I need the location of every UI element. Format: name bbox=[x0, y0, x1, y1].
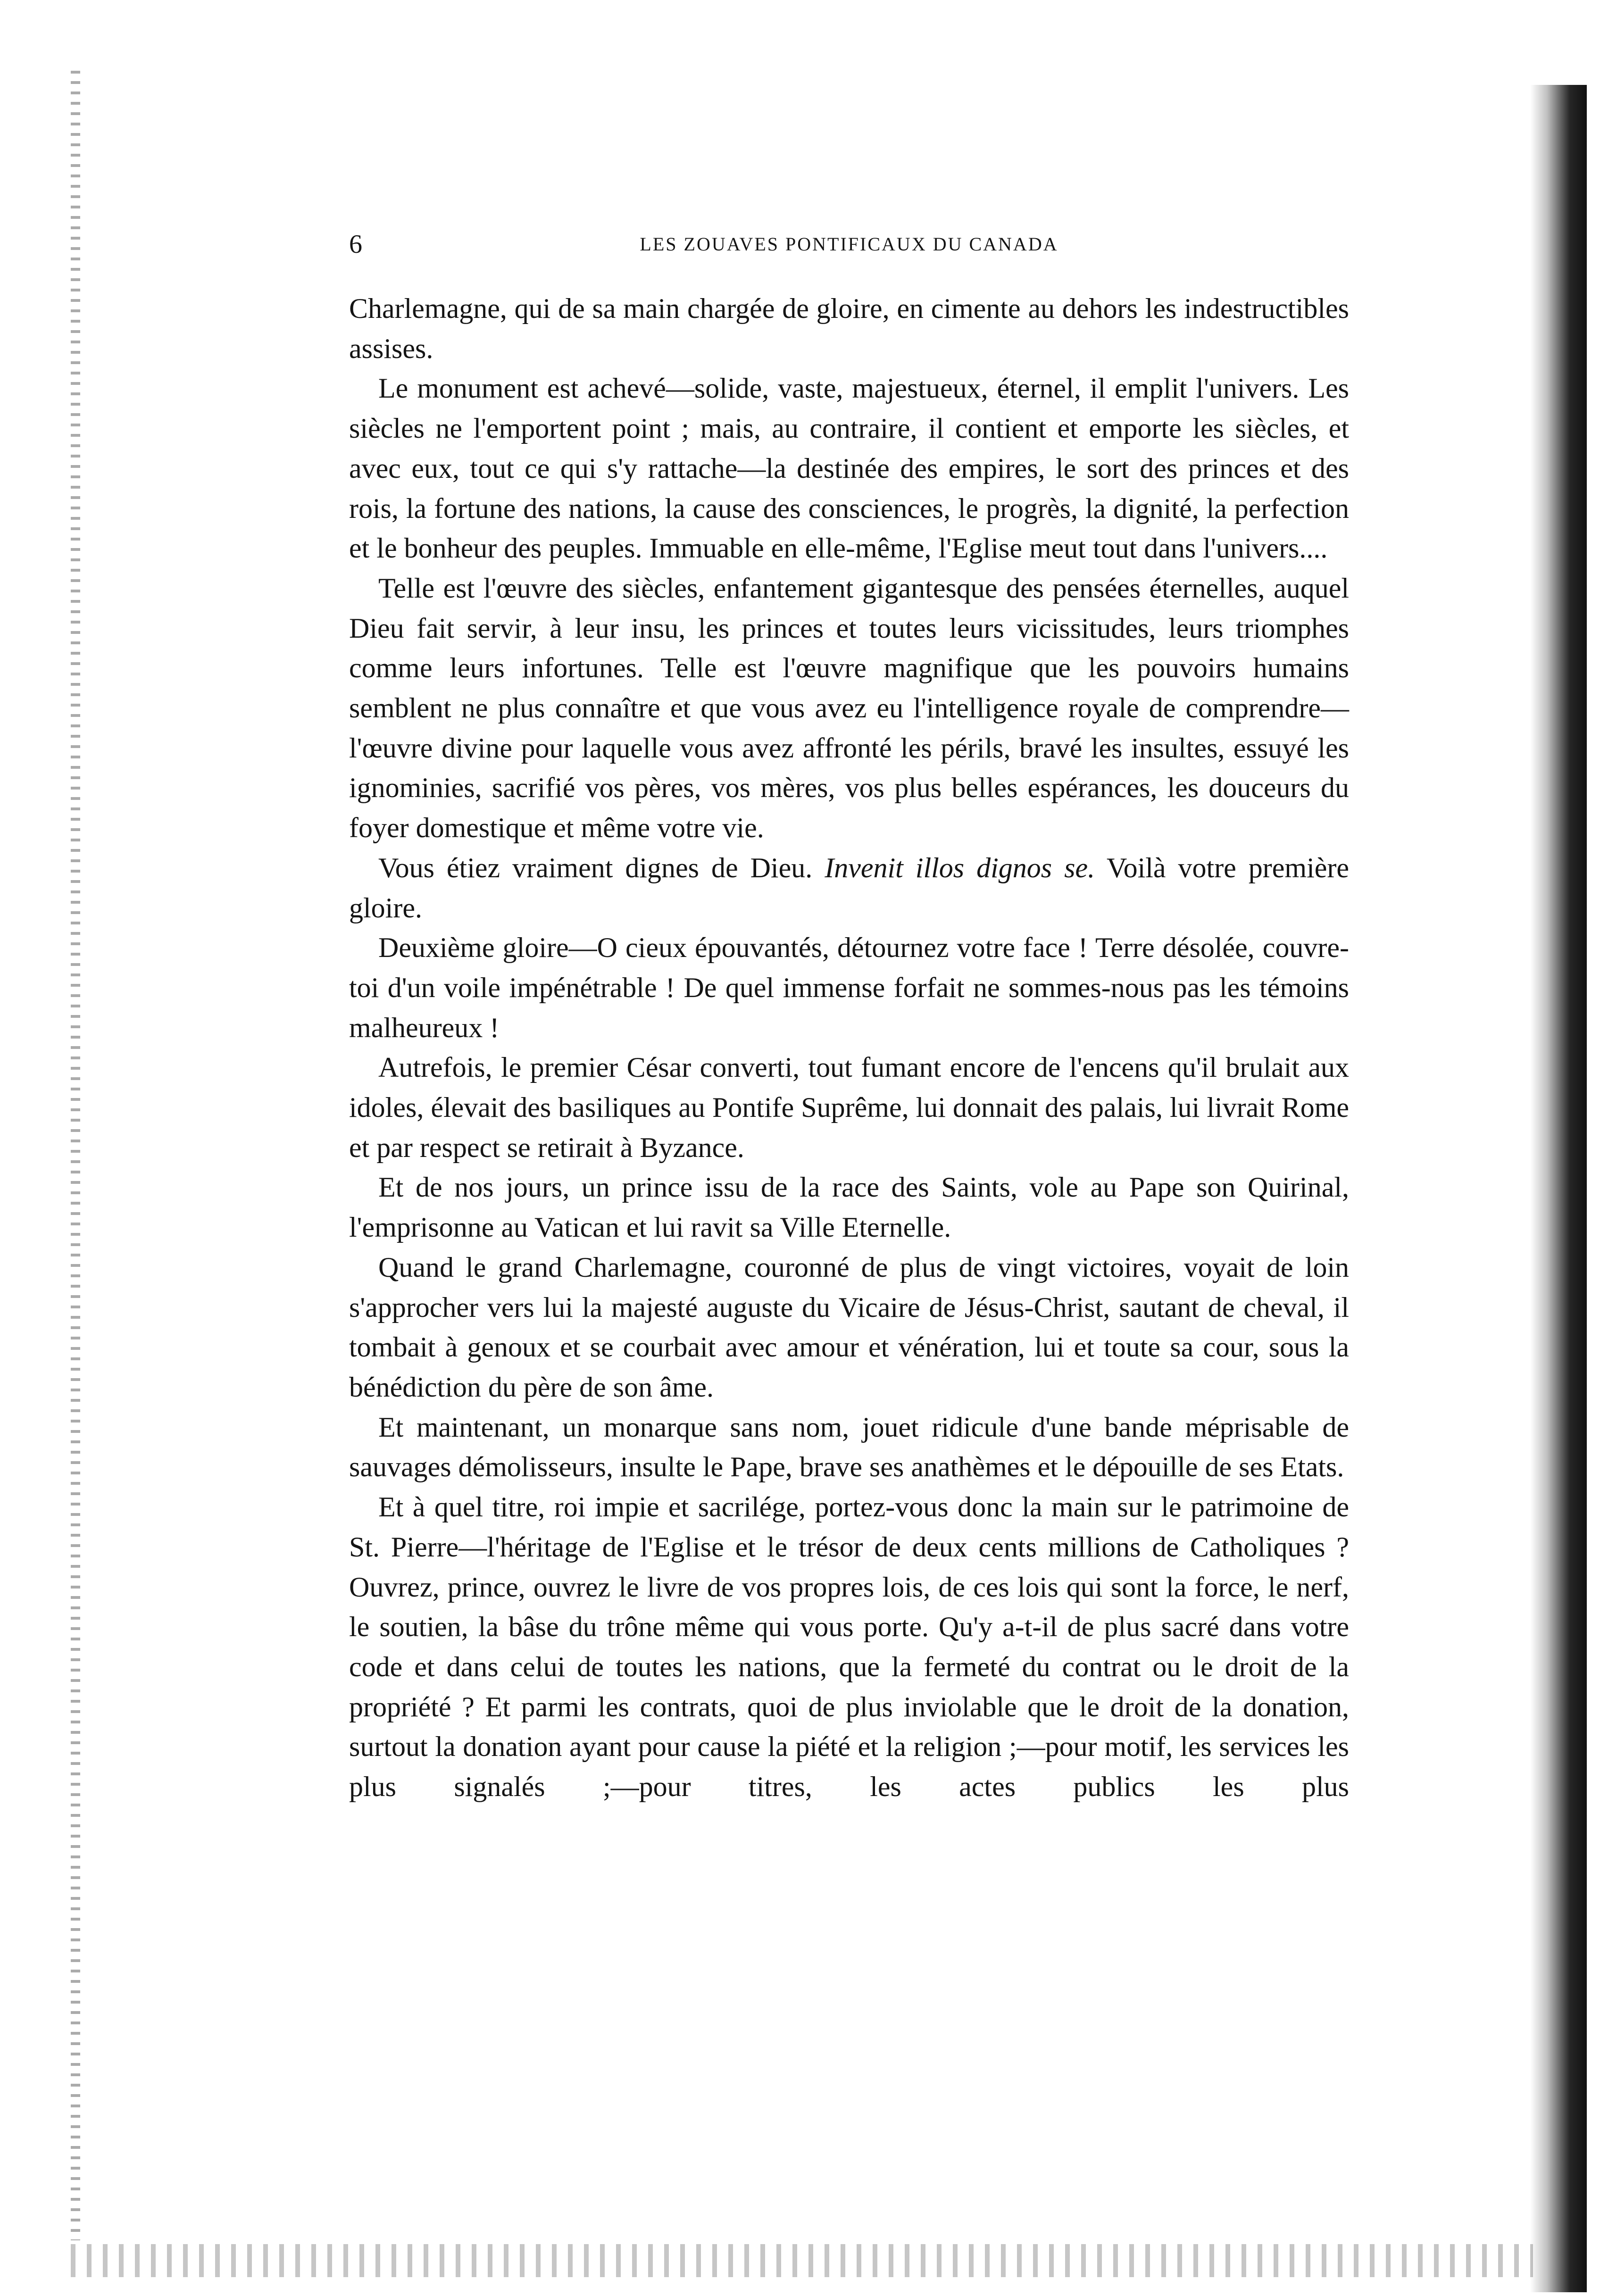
paragraph: Et à quel titre, roi impie et sacrilége, portez-vous donc la main sur le patrimoine de St. Pierre—l'héritage de l'Eglise et le trésor de deux cents millions de Catholiques ? Ouvrez, prince, ouvrez le livre de vos propres lois, de ces lois qui sont la force, le nerf, le soutien, la bâse du trône même qui vous porte. Qu'y a-t-il de plus sacré dans votre code et dans celui de toutes les nations, que la fermeté du contrat ou le droit de la propriété ? Et parmi les contrats, quoi de plus inviolable que le droit de la donation, surtout la donation ayant pour cause la piété et la religion ;—pour motif, les services les plus signalés ;—pour titres, les actes publics les plus bbox=[349, 1491, 1349, 1803]
paragraph-text: Voilà votre première gloire. bbox=[349, 852, 1349, 923]
body-text bbox=[349, 289, 1349, 1807]
scan-left-edge bbox=[71, 71, 80, 2240]
paragraph-text: Vous étiez vraiment dignes de Dieu. bbox=[378, 852, 825, 883]
paragraph: Et de nos jours, un prince issu de la race des Saints, vole au Pape son Quirinal, l'emprisonne au Vatican et lui ravit sa Ville Eternelle. bbox=[349, 1172, 1349, 1243]
paragraph: Telle est l'œuvre des siècles, enfantement gigantesque des pensées éternelles, auquel Dieu fait servir, à leur insu, les princes et toutes leurs vicissitudes, leurs triomphes comme leurs infortunes. Telle est l'œuvre magnifique que les pouvoirs humains semblent ne plus connaître et que vous avez eu l'intelligence royale de comprendre—l'œuvre divine pour laquelle vous avez affronté les périls, bravé les insultes, essuyé les ignominies, sacrifié vos pères, vos mères, vos plus belles espérances, les douceurs du foyer domestique et même votre vie. bbox=[349, 572, 1349, 844]
paragraph: Charlemagne, qui de sa main chargée de gloire, en cimente au dehors les indestructibles assises. bbox=[349, 293, 1349, 364]
page-header bbox=[349, 230, 1349, 258]
paragraph bbox=[349, 848, 1349, 928]
scan-bottom-edge bbox=[71, 2244, 1533, 2277]
paragraph: Deuxième gloire—O cieux épouvantés, détournez votre face ! Terre désolée, couvre-toi d'un voile impénétrable ! De quel immense forfait ne sommes-nous pas les témoins malheureux ! bbox=[349, 932, 1349, 1043]
paragraph: Quand le grand Charlemagne, couronné de plus de vingt victoires, voyait de loin s'approcher vers lui la majesté auguste du Vicaire de Jésus-Christ, sautant de cheval, il tombait à genoux et se courbait avec amour et vénération, lui et toute sa cour, sous la bénédiction du père de son âme. bbox=[349, 1251, 1349, 1403]
running-head: LES ZOUAVES PONTIFICAUX DU CANADA bbox=[640, 233, 1058, 255]
latin-quote: Invenit illos dignos se. bbox=[825, 852, 1095, 883]
paragraph: Et maintenant, un monarque sans nom, jouet ridicule d'une bande méprisable de sauvages démolisseurs, insulte le Pape, brave ses anathèmes et le dépouille de ses Etats. bbox=[349, 1411, 1349, 1483]
paragraph: Autrefois, le premier César converti, tout fumant encore de l'encens qu'il brulait aux idoles, élevait des basiliques au Pontife Suprême, lui donnait des palais, lui livrait Rome et par respect se retirait à Byzance. bbox=[349, 1052, 1349, 1163]
page-number: 6 bbox=[349, 230, 362, 259]
paragraph: Le monument est achevé—solide, vaste, majestueux, éternel, il emplit l'univers. Les siècles ne l'emportent point ; mais, au contraire, il contient et emporte les siècles, et avec eux, tout ce qui s'y rattache—la destinée des empires, le sort des princes et des rois, la fortune des nations, la cause des consciences, le progrès, la dignité, la perfection et le bonheur des peuples. Immuable en elle-même, l'Eglise meut tout dans l'univers.... bbox=[349, 373, 1349, 564]
scan-right-edge bbox=[1530, 85, 1587, 2292]
